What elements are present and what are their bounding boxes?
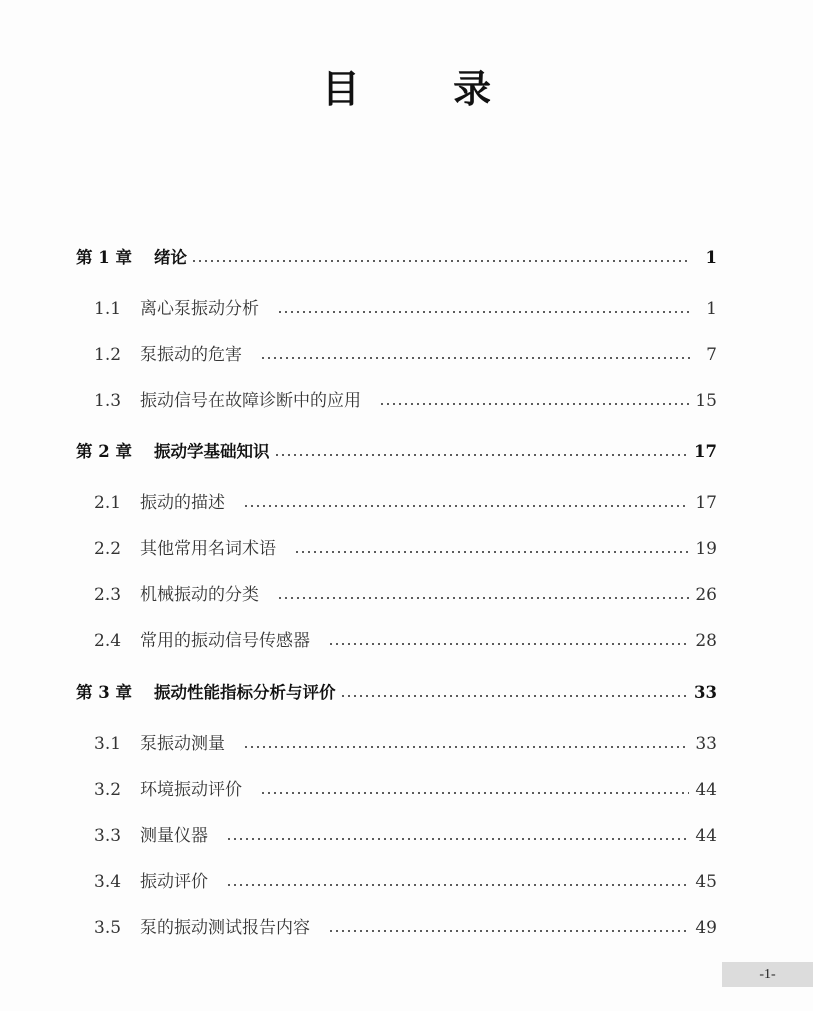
entry-title: 泵振动的危害 [140, 345, 242, 365]
entry-title: 测量仪器 [140, 826, 208, 846]
toc-chapter-entry[interactable] [76, 243, 717, 269]
toc-chapter-entry[interactable] [76, 678, 717, 704]
entry-number: 第 1 章 [76, 248, 132, 267]
entry-page-number: 1 [705, 248, 717, 267]
entry-number: 第 2 章 [76, 442, 132, 461]
entry-page-number: 15 [695, 391, 717, 411]
toc-section-entry[interactable] [76, 821, 717, 847]
toc-section-entry[interactable] [76, 729, 717, 755]
entry-page-number: 19 [695, 539, 717, 559]
entry-title: 常用的振动信号传感器 [140, 631, 310, 651]
dot-leader [379, 403, 689, 405]
entry-page-number: 45 [695, 872, 717, 892]
entry-number: 2.1 [94, 493, 122, 513]
toc-section-entry[interactable] [76, 294, 717, 320]
dot-leader [226, 838, 689, 840]
dot-leader [294, 551, 689, 553]
dot-leader [340, 695, 689, 697]
toc-section-entry[interactable] [76, 340, 717, 366]
entry-number: 第 3 章 [76, 683, 132, 702]
entry-number: 3.5 [94, 918, 122, 938]
toc-section-entry[interactable] [76, 775, 717, 801]
dot-leader [260, 792, 689, 794]
entry-number: 1.3 [94, 391, 122, 411]
entry-title: 其他常用名词术语 [140, 539, 276, 559]
entry-title: 环境振动评价 [140, 780, 242, 800]
entry-page-number: 33 [694, 683, 717, 702]
toc-chapter-entry[interactable] [76, 437, 717, 463]
page-number: -1- [722, 962, 813, 987]
toc-section-entry[interactable] [76, 386, 717, 412]
entry-number: 2.4 [94, 631, 122, 651]
entry-page-number: 49 [695, 918, 717, 938]
entry-page-number: 28 [695, 631, 717, 651]
toc-section-entry[interactable] [76, 580, 717, 606]
entry-title: 振动评价 [140, 872, 208, 892]
entry-page-number: 26 [695, 585, 717, 605]
entry-title: 泵振动测量 [140, 734, 225, 754]
entry-number: 3.1 [94, 734, 122, 754]
entry-page-number: 33 [695, 734, 717, 754]
dot-leader [243, 746, 689, 748]
entry-number: 2.3 [94, 585, 122, 605]
entry-title: 泵的振动测试报告内容 [140, 918, 310, 938]
entry-number: 3.2 [94, 780, 122, 800]
toc-section-entry[interactable] [76, 534, 717, 560]
dot-leader [191, 260, 691, 262]
entry-page-number: 7 [706, 345, 717, 365]
entry-title: 机械振动的分类 [140, 585, 259, 605]
page-title: 目 录 [321, 66, 532, 111]
dot-leader [277, 597, 689, 599]
dot-leader [260, 357, 691, 359]
entry-title: 振动信号在故障诊断中的应用 [140, 391, 361, 411]
entry-title: 离心泵振动分析 [140, 299, 259, 319]
toc-section-entry[interactable] [76, 913, 717, 939]
dot-leader [277, 311, 691, 313]
entry-page-number: 17 [694, 442, 717, 461]
entry-title: 绪论 [154, 248, 187, 267]
entry-number: 3.3 [94, 826, 122, 846]
dot-leader [328, 643, 689, 645]
dot-leader [226, 884, 689, 886]
dot-leader [243, 505, 689, 507]
entry-page-number: 1 [706, 299, 717, 319]
entry-number: 1.1 [94, 299, 122, 319]
dot-leader [274, 454, 689, 456]
entry-title: 振动学基础知识 [154, 442, 270, 461]
entry-number: 1.2 [94, 345, 122, 365]
entry-title: 振动的描述 [140, 493, 225, 513]
toc-section-entry[interactable] [76, 488, 717, 514]
entry-page-number: 44 [695, 826, 717, 846]
dot-leader [328, 930, 689, 932]
entry-title: 振动性能指标分析与评价 [154, 683, 336, 702]
toc-section-entry[interactable] [76, 867, 717, 893]
entry-page-number: 17 [695, 493, 717, 513]
toc-section-entry[interactable] [76, 626, 717, 652]
entry-page-number: 44 [695, 780, 717, 800]
entry-number: 3.4 [94, 872, 122, 892]
entry-number: 2.2 [94, 539, 122, 559]
